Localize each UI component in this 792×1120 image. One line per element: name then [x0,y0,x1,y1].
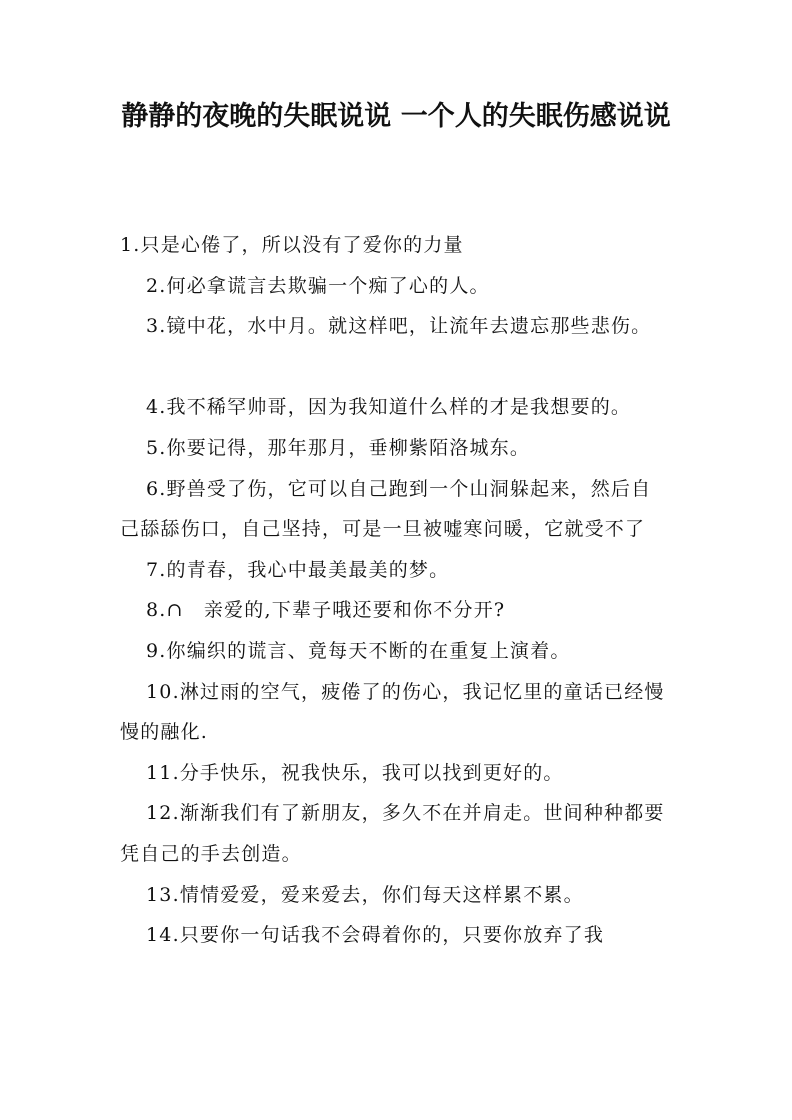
list-item: 7.的青春，我心中最美最美的梦。 [146,558,450,581]
list-item: 12.渐渐我们有了新朋友，多久不在并肩走。世间种种都要凭自己的手去创造。 [120,802,665,865]
list-item: 2.何必拿谎言去欺骗一个痴了心的人。 [146,274,490,297]
list-item: 8.∩ 亲爱的,下辈子哦还要和你不分开? [146,599,506,622]
document-body [120,225,665,956]
paragraph-gap [120,347,665,388]
list-item: 13.情情爱爱，爱来爱去，你们每天这样累不累。 [146,883,584,906]
list-item: 10.淋过雨的空气，疲倦了的伤心，我记忆里的童话已经慢慢的融化. [120,680,665,744]
list-item: 4.我不稀罕帅哥，因为我知道什么样的才是我想要的。 [146,396,632,419]
list-item: 3.镜中花，水中月。就这样吧，让流年去遗忘那些悲伤。 [146,315,652,338]
list-item: 1.只是心倦了，所以没有了爱你的力量 [120,234,464,256]
list-item: 9.你编织的谎言、竟每天不断的在重复上演着。 [146,639,571,662]
document-title: 静静的夜晚的失眠说说 一个人的失眠伤感说说 [121,101,671,132]
list-item: 6.野兽受了伤，它可以自己跑到一个山洞躲起来，然后自己舔舔伤口，自己坚持，可是一旦被嘘寒问暖，它就受不了 [120,477,652,541]
list-item: 11.分手快乐，祝我快乐，我可以找到更好的。 [146,761,564,784]
list-item: 5.你要记得，那年那月，垂柳紫陌洛城东。 [146,436,531,459]
list-item: 14.只要你一句话我不会碍着你的，只要你放弃了我 [146,924,605,947]
